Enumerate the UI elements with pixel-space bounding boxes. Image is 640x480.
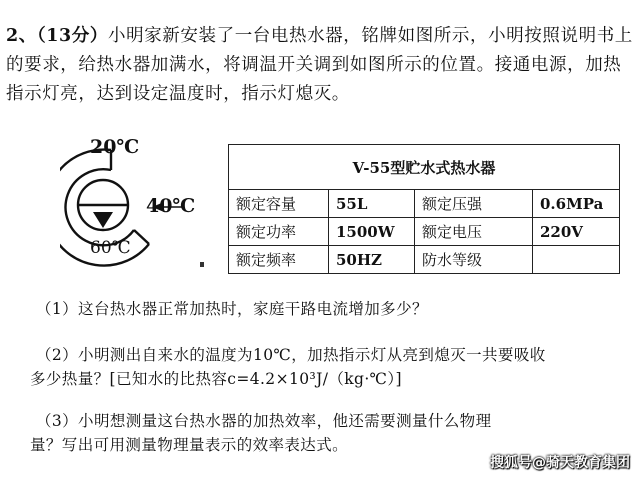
question-3-line-2: 量？写出可用测量物理量表示的效率表达式。 [30, 436, 349, 454]
table-cell: 额定电压 [415, 218, 533, 246]
table-cell: 额定功率 [229, 218, 329, 246]
table-cell: 额定频率 [229, 246, 329, 274]
problem-text: 小明家新安装了一台电热水器，铭牌如图所示，小明按照说明书上的要求，给热水器加满水，将调温开关调到如图所示的位置。接通电源，加热指示灯亮，达到设定温度时，指示灯熄灭。 [6, 26, 633, 104]
problem-number: 2、 [6, 26, 37, 46]
dial-label-20: 20℃ [90, 136, 140, 158]
question-1: （1）这台热水器正常加热时，家庭干路电流增加多少？ [36, 300, 428, 318]
question-2-line-1: （2）小明测出自来水的温度为10℃，加热指示灯从亮到熄灭一共要吸收 [36, 346, 546, 364]
dial-label-60: 60℃ [90, 238, 131, 258]
dial-label-40: 40℃ [146, 195, 196, 217]
watermark: 搜狐号@骑天教育集团 [490, 455, 630, 471]
question-3-line-1: （3）小明想测量这台热水器的加热效率，他还需要测量什么物理 [36, 412, 492, 430]
stray-dot [200, 262, 204, 267]
table-cell [533, 246, 620, 274]
nameplate-table [228, 144, 620, 274]
table-cell: 1500W [329, 218, 415, 246]
table-cell: 额定容量 [229, 190, 329, 218]
table-cell: 防水等级 [415, 246, 533, 274]
problem-statement [6, 22, 634, 109]
table-row [229, 246, 620, 274]
table-cell: 0.6MPa [533, 190, 620, 218]
problem-points: （13分） [36, 26, 108, 46]
question-2-line-2: 多少热量？[已知水的比热容c=4.2×10³J/（kg·℃）] [30, 370, 403, 388]
temperature-dial-figure [60, 136, 210, 276]
table-cell: 50HZ [329, 246, 415, 274]
table-row [229, 218, 620, 246]
nameplate-title: V-55型贮水式热水器 [229, 145, 620, 190]
table-cell: 额定压强 [415, 190, 533, 218]
table-cell: 220V [533, 218, 620, 246]
table-cell: 55L [329, 190, 415, 218]
table-row [229, 190, 620, 218]
